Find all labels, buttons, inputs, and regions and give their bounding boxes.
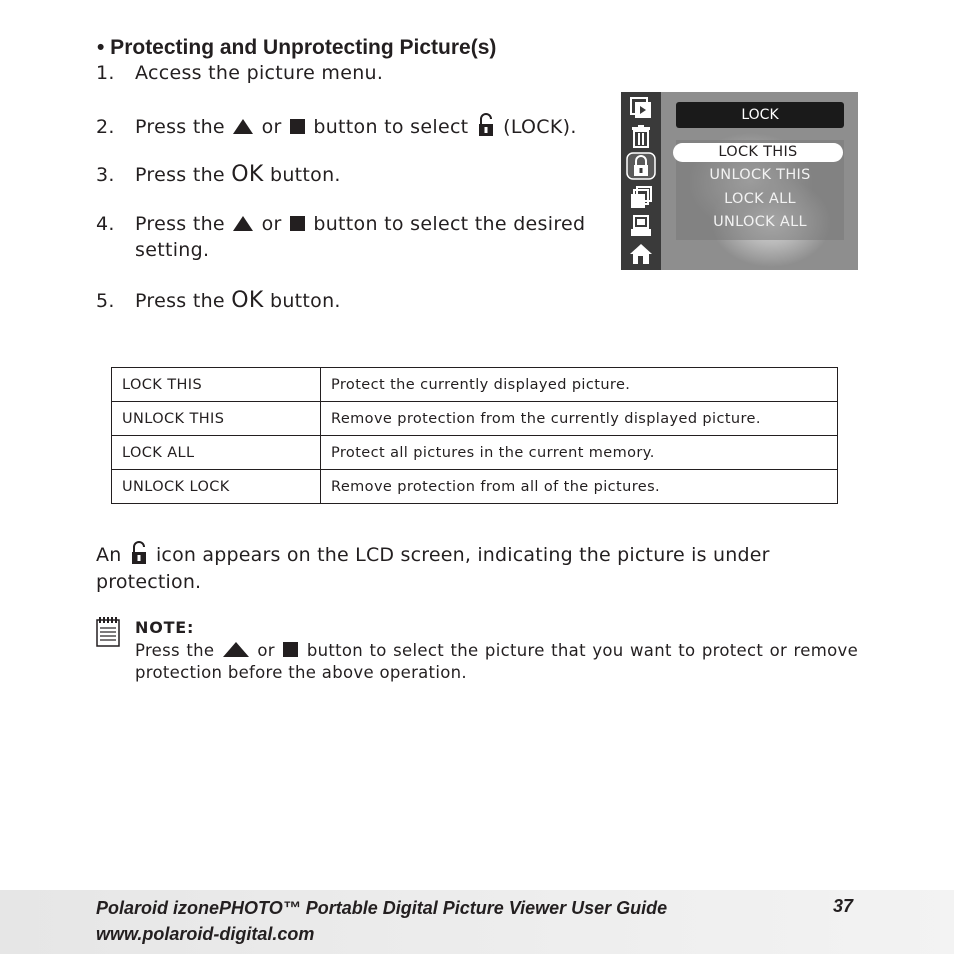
- page-number: 37: [833, 896, 854, 916]
- option-description: Remove protection from the currently displayed picture.: [321, 402, 838, 436]
- up-arrow-icon: [233, 119, 253, 134]
- step-number: 2.: [96, 116, 115, 138]
- step-text: button to select the desired: [313, 213, 586, 235]
- step-4-continued: setting.: [135, 239, 210, 261]
- step-text: (LOCK).: [503, 116, 577, 138]
- step-text: button.: [269, 164, 341, 186]
- copy-icon: [629, 186, 653, 210]
- slideshow-icon: [629, 96, 653, 120]
- table-row: [112, 402, 838, 436]
- step-text: Press the: [135, 164, 225, 186]
- step-5: [96, 288, 341, 313]
- step-text: Press the: [135, 213, 225, 235]
- step-text: button to select: [313, 116, 469, 138]
- step-4: [96, 213, 585, 235]
- step-number: 1.: [96, 62, 115, 84]
- note-text: Press the: [135, 641, 215, 660]
- option-name: LOCK THIS: [112, 368, 321, 402]
- up-arrow-icon: [223, 642, 249, 657]
- footer-url: www.polaroid-digital.com: [96, 924, 315, 944]
- option-name: UNLOCK THIS: [112, 402, 321, 436]
- lock-icon: [478, 113, 494, 137]
- option-name: UNLOCK LOCK: [112, 470, 321, 504]
- down-button-icon: [290, 216, 305, 231]
- option-description: Protect all pictures in the current memory.: [321, 436, 838, 470]
- notepad-icon: [96, 617, 120, 647]
- step-number: 3.: [96, 164, 115, 186]
- step-text: or: [261, 116, 282, 138]
- section-heading: • Protecting and Unprotecting Picture(s): [97, 36, 497, 59]
- step-number: 4.: [96, 213, 115, 235]
- option-name: LOCK ALL: [112, 436, 321, 470]
- table-row: [112, 368, 838, 402]
- ok-label: OK: [231, 288, 264, 313]
- lcd-sidebar: [621, 92, 661, 270]
- step-2: [96, 113, 577, 138]
- step-number: 5.: [96, 290, 115, 312]
- step-3: [96, 162, 341, 187]
- paragraph-text: An: [96, 544, 122, 566]
- note-text: or: [257, 641, 275, 660]
- down-button-icon: [283, 642, 298, 657]
- step-text: button.: [269, 290, 341, 312]
- lock-icon: [131, 541, 147, 565]
- trash-icon: [629, 124, 653, 148]
- lock-indicator-paragraph: [96, 541, 856, 596]
- option-description: Protect the currently displayed picture.: [321, 368, 838, 402]
- lcd-screenshot: [621, 92, 858, 270]
- paragraph-text: icon appears on the LCD screen, indicating the picture is under protection.: [96, 544, 770, 593]
- note-body: [135, 640, 858, 684]
- up-arrow-icon: [233, 216, 253, 231]
- footer-guide-title: Polaroid izonePHOTO™ Portable Digital Picture Viewer User Guide: [96, 898, 668, 918]
- options-table: [111, 367, 838, 504]
- home-icon: [629, 242, 653, 266]
- down-button-icon: [290, 119, 305, 134]
- note-title: NOTE:: [135, 618, 195, 637]
- step-text: or: [261, 213, 282, 235]
- step-text: Access the picture menu.: [135, 62, 384, 84]
- note-text: button to select the picture that you want to protect or remove protection before the above operation.: [135, 641, 859, 682]
- step-text: Press the: [135, 116, 225, 138]
- print-icon: [629, 214, 653, 238]
- lcd-menu-item-unlock-all[interactable]: UNLOCK ALL: [713, 214, 807, 230]
- lcd-menu: [676, 140, 844, 240]
- step-text: Press the: [135, 290, 225, 312]
- lock-icon: [626, 152, 656, 180]
- lcd-menu-item-unlock-this[interactable]: UNLOCK THIS: [709, 167, 811, 183]
- ok-label: OK: [231, 162, 264, 187]
- option-description: Remove protection from all of the pictures.: [321, 470, 838, 504]
- lcd-menu-title: LOCK: [676, 102, 844, 128]
- table-row: [112, 436, 838, 470]
- table-row: [112, 470, 838, 504]
- step-1: [96, 62, 383, 84]
- lcd-menu-item-lock-all[interactable]: LOCK ALL: [724, 191, 796, 207]
- lcd-menu-item-lock-this[interactable]: LOCK THIS: [673, 143, 843, 162]
